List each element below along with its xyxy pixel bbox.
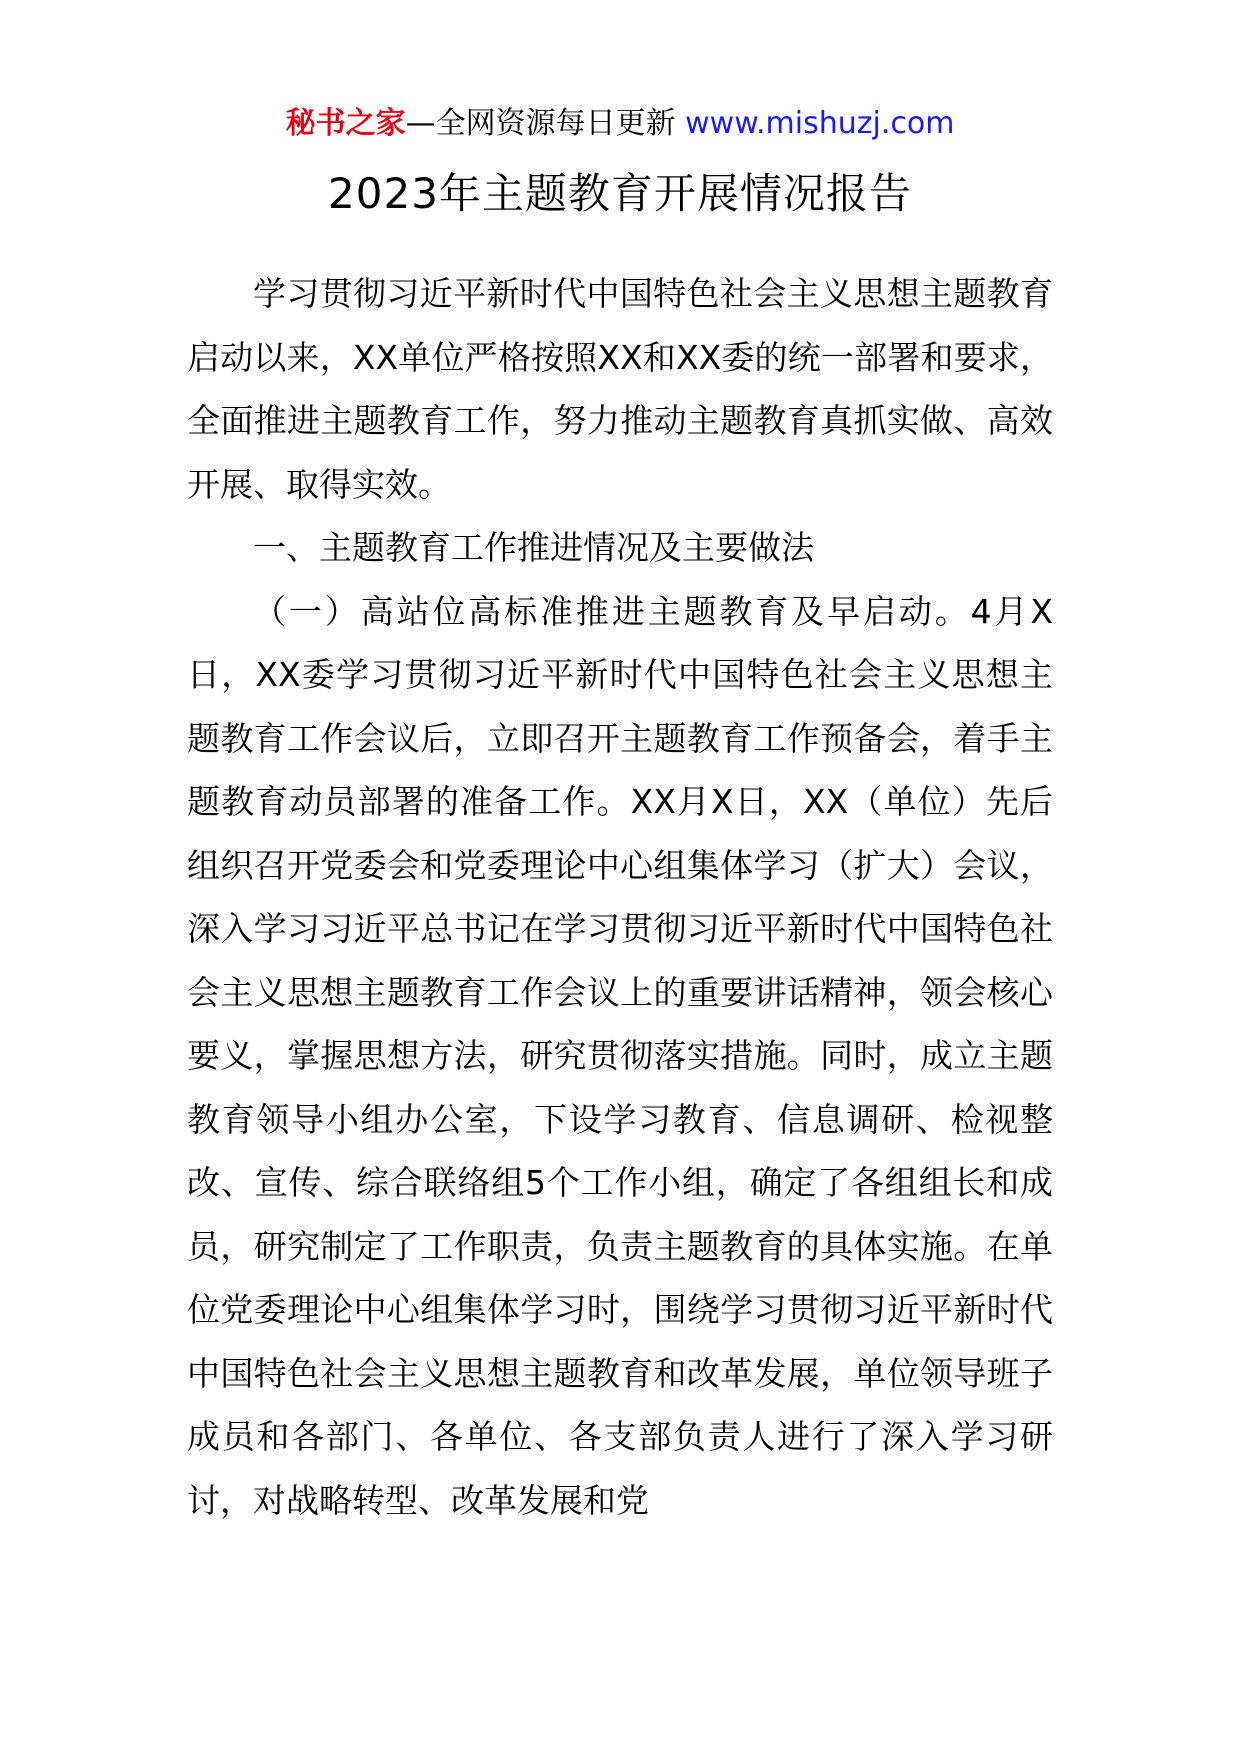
site-url-link[interactable]: www.mishuzj.com <box>685 106 955 141</box>
site-header <box>0 104 1240 144</box>
document-title: 2023年主题教育开展情况报告 <box>328 169 912 218</box>
brand-name: 秘书之家 <box>285 106 406 141</box>
intro-paragraph: 学习贯彻习近平新时代中国特色社会主义思想主题教育启动以来，XX单位严格按照XX和XX委的统一部署和要求，全面推进主题教育工作，努力推动主题教育真抓实做、高效开展、取得实效。 <box>187 274 1053 504</box>
document-body <box>187 262 1053 1532</box>
header-slogan: —全网资源每日更新 <box>405 106 676 141</box>
subsection-paragraph: （一）高站位高标准推进主题教育及早启动。4月X日，XX委学习贯彻习近平新时代中国特色社会主义思想主题教育工作会议后，立即召开主题教育工作预备会，着手主题教育动员部署的准备工作。XX月X日，XX（单位）先后组织召开党委会和党委理论中心组集体学习（扩大）会议，深入学习习近平总书记在学习贯彻习近平新时代中国特色社会主义思想主题教育工作会议上的重要讲话精神，领会核心要义，掌握思想方法，研究贯彻落实措施。同时，成立主题教育领导小组办公室，下设学习教育、信息调研、检视整改、宣传、综合联络组5个工作小组，确定了各组组长和成员，研究制定了工作职责，负责主题教育的具体实施。在单位党委理论中心组集体学习时，围绕学习贯彻习近平新时代中国特色社会主义思想主题教育和改革发展，单位领导班子成员和各部门、各单位、各支部负责人进行了深入学习研讨，对战略转型、改革发展和党 <box>187 591 1053 1520</box>
section-heading: 一、主题教育工作推进情况及主要做法 <box>253 528 814 567</box>
